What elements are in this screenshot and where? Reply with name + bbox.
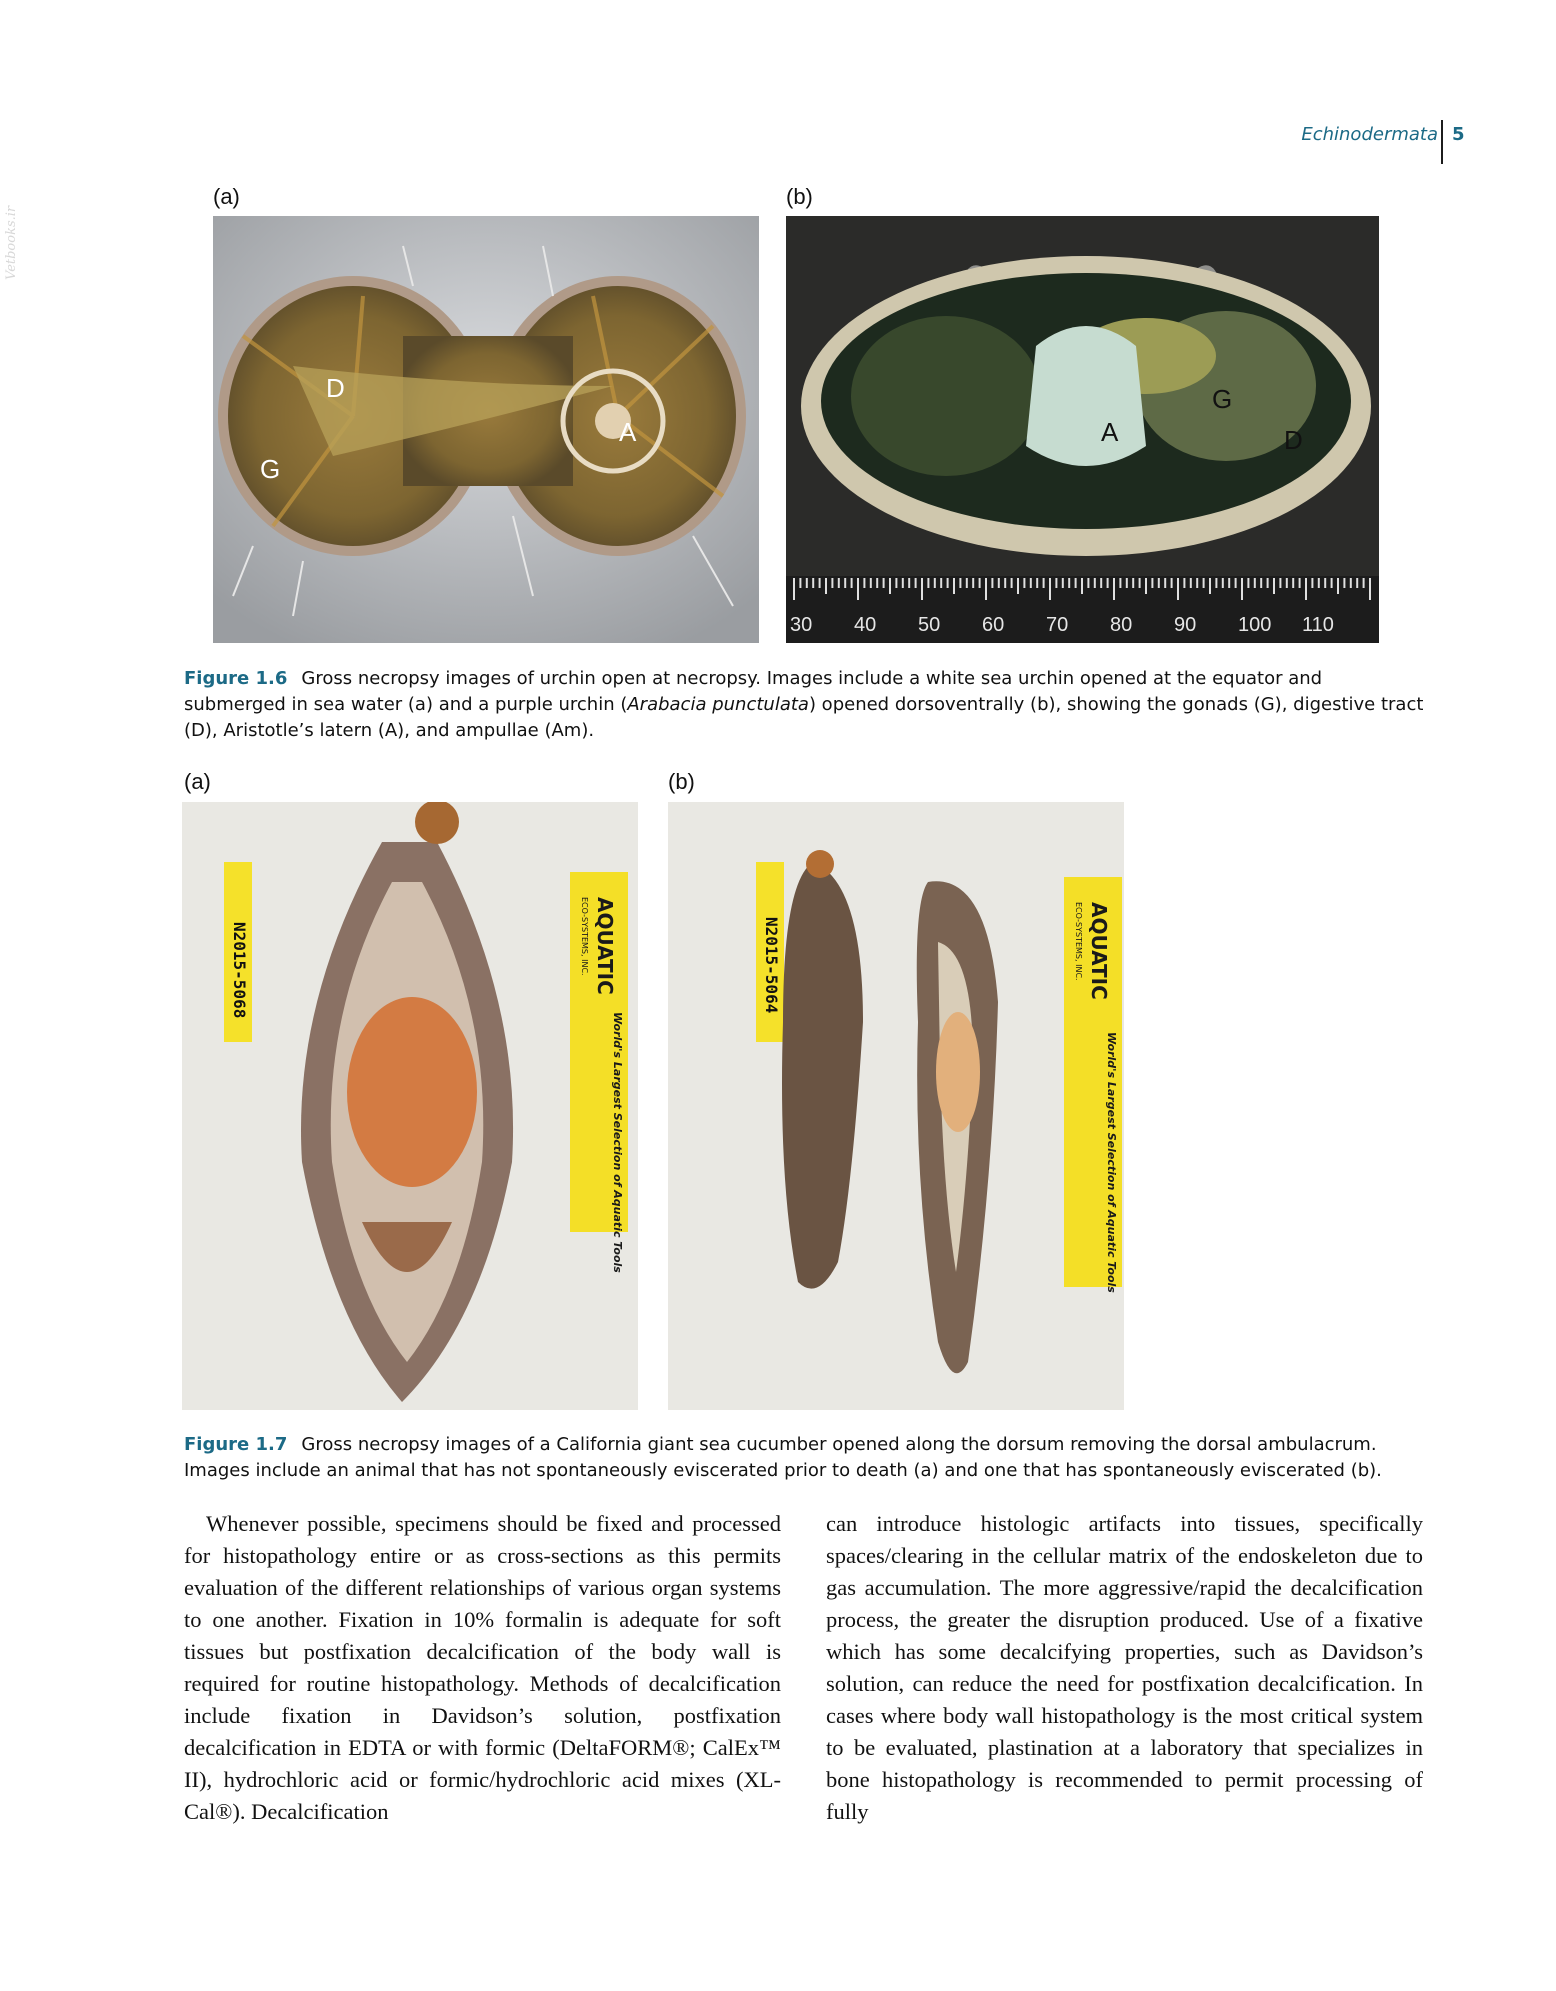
figure-1-7-panel-b-letter: (b) <box>668 769 695 794</box>
cucumber-b-illustration <box>668 802 1124 1410</box>
figure-1-6-photo-a <box>213 216 759 643</box>
figure-1-6-panel-a-letter: (a) <box>213 184 240 209</box>
ruler-number: 50 <box>918 614 941 636</box>
ruler-slogan-b: World's Largest Selection of Aquatic Tools <box>1105 1032 1118 1293</box>
figure-1-7-photo-a <box>182 802 638 1410</box>
figure-1-6-photo-b <box>786 216 1379 643</box>
header-rule <box>1441 120 1443 164</box>
cucumber-a-illustration <box>182 802 638 1410</box>
body-text-right-column: can introduce histologic artifacts into tissues, specifically spaces/clearing in the cellular matrix of the endoskeleton due to gas accumulation. The more aggressive/rapid the decalcification process, the greater the disruption produced. Use of a fixative which has some decalcifying properties, such as Davidson’s solution, can reduce the need for postfixation decalcification. In cases where body wall histopathology is the most critical system to be evaluated, plastination at a laboratory that specializes in bone histopathology is recommended to permit processing of fully <box>826 1511 1423 1824</box>
urchin-a-label-a: A <box>619 417 637 447</box>
urchin-a-illustration <box>213 216 759 643</box>
figure-1-7-caption-text: Gross necropsy images of a California giant sea cucumber opened along the dorsum removing the dorsal ambulacrum. Images include an animal that has not spontaneously eviscerated prior to death (a) and one that has spontaneously eviscerated (b). <box>184 1434 1382 1481</box>
ruler-number: 100 <box>1238 614 1272 636</box>
ruler-number: 60 <box>982 614 1005 636</box>
figure-1-6-caption-species: Arabacia punctulata <box>627 694 809 715</box>
ruler-brand-sub-a: ECO-SYSTEMS, INC. <box>580 897 589 976</box>
urchin-a-label-d: D <box>326 373 345 403</box>
ruler-brand-b: AQUATIC <box>1087 902 1111 1000</box>
figure-1-6-label: Figure 1.6 <box>184 668 288 689</box>
ruler-slogan-a: World's Largest Selection of Aquatic Tools <box>611 1012 624 1273</box>
ruler-number: 40 <box>854 614 877 636</box>
ruler-number: 30 <box>790 614 813 636</box>
urchin-b-label-d: D <box>1284 425 1303 455</box>
figure-1-6-caption <box>184 666 1424 744</box>
figure-1-7-label: Figure 1.7 <box>184 1434 288 1455</box>
figure-1-6-panel-b-letter: (b) <box>786 184 813 209</box>
figure-1-7-panel-a-letter: (a) <box>184 769 211 794</box>
figure-1-6-caption-part2: ) opened dorsoventrally (b), showing the gonads (G), digestive tract (D), Aristotle’s latern (A), and ampullae (Am). <box>184 694 1424 741</box>
urchin-b-illustration <box>786 216 1379 643</box>
figure-1-7-photo-b <box>668 802 1124 1410</box>
figure-1-6-caption-part1: Gross necropsy images of urchin open at necropsy. Images include a white sea urchin opened at the equator and submerged in sea water (a) and a purple urchin ( <box>184 668 1323 715</box>
urchin-a-label-g: G <box>260 454 281 484</box>
figure-1-7-caption <box>184 1432 1424 1484</box>
ruler-brand-a: AQUATIC <box>593 897 617 995</box>
body-text-left-column: Whenever possible, specimens should be fixed and processed for histopathology entire or as cross-sections as this permits evaluation of the different relationships of various organ systems to one another. Fixation in 10% formalin is adequate for soft tissues but postfixation decalcification of the body wall is required for routine histopathology. Methods of decalcification include fixation in Davidson’s solution, postfixation decalcification in EDTA or with formic (DeltaFORM®; CalEx™ II), hydrochloric acid or formic/hydrochloric acid mixes (XL-Cal®). Decalcification <box>184 1511 781 1824</box>
page-number: 5 <box>1452 124 1465 145</box>
ruler-number: 90 <box>1174 614 1197 636</box>
urchin-b-label-g: G <box>1212 384 1233 414</box>
ruler-number: 70 <box>1046 614 1069 636</box>
ruler-brand-sub-b: ECO-SYSTEMS, INC. <box>1074 902 1083 981</box>
ruler-number: 80 <box>1110 614 1133 636</box>
watermark: Vetbooks.ir <box>4 205 19 280</box>
running-header-title: Echinodermata <box>1301 124 1438 145</box>
specimen-tag-a: N2015-5068 <box>230 922 249 1019</box>
urchin-b-label-a: A <box>1101 417 1119 447</box>
ruler-number: 110 <box>1302 614 1334 636</box>
specimen-tag-b: N2015-5064 <box>762 917 781 1014</box>
